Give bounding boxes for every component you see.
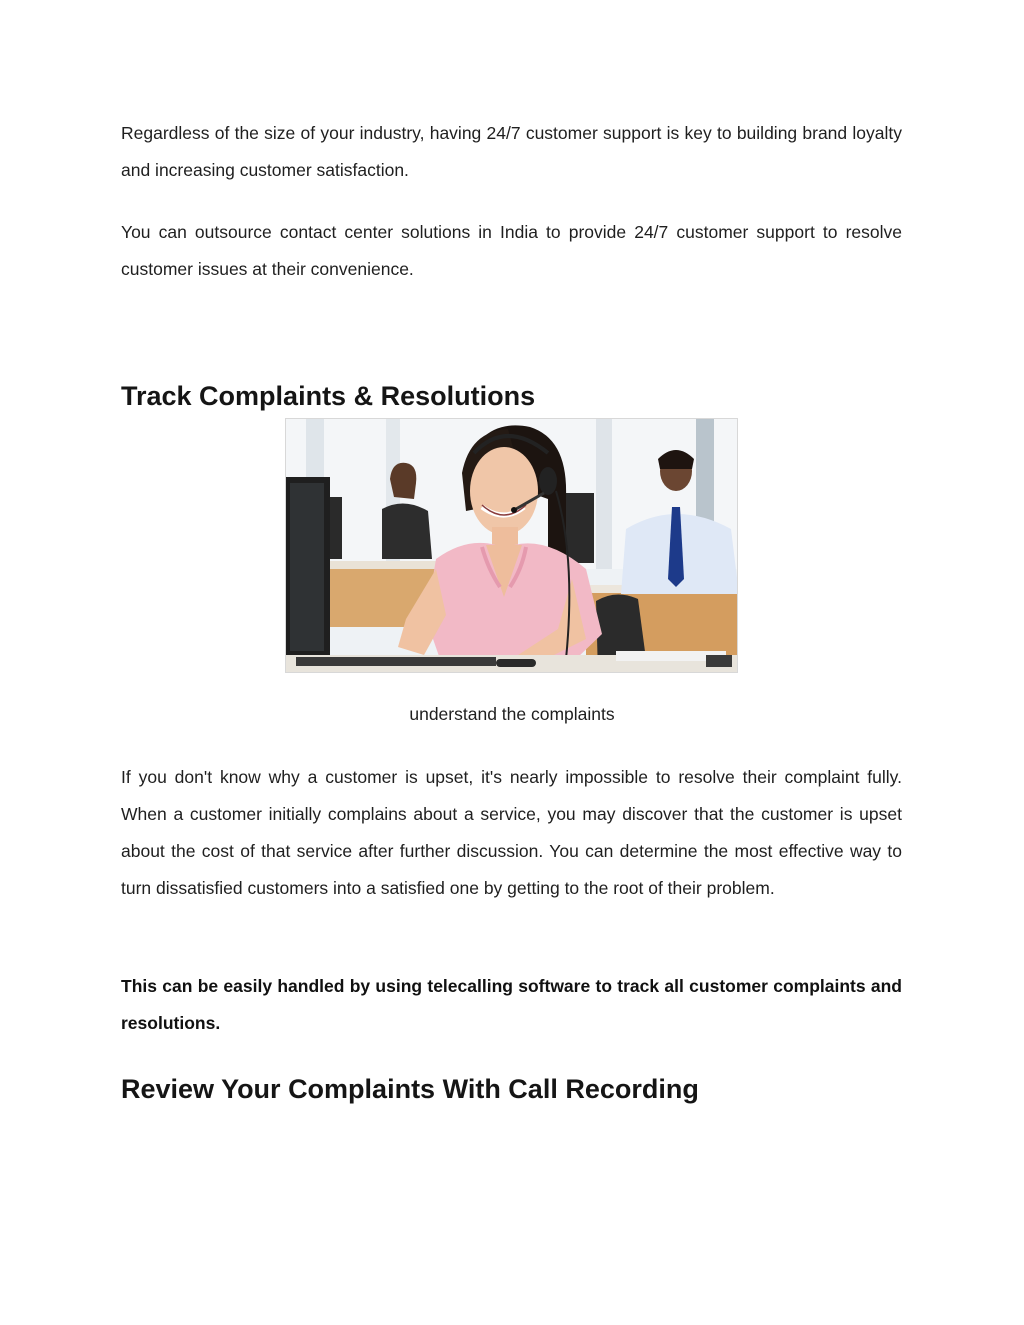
section-heading-call-recording: Review Your Complaints With Call Recording xyxy=(121,1074,699,1104)
complaint-root-cause-paragraph: If you don't know why a customer is upset, it's nearly impossible to resolve their complaint fully. When a customer initially complains about a service, you may discover that the customer is upset about the cost of that service after further discussion. You can determine the most effective way to turn dissatisfied customers into a satisfied one by getting to the root of their problem. xyxy=(121,767,902,898)
section-heading-track-complaints: Track Complaints & Resolutions xyxy=(121,381,536,411)
telecalling-software-paragraph: This can be easily handled by using telecalling software to track all customer complaints and resolutions. xyxy=(121,976,902,1033)
outsourcing-paragraph: You can outsource contact center solutions in India to provide 24/7 customer support to resolve customer issues at their convenience. xyxy=(121,222,902,279)
call-center-illustration xyxy=(286,419,738,673)
intro-paragraph: Regardless of the size of your industry, having 24/7 customer support is key to building brand loyalty and increasing customer satisfaction. xyxy=(121,123,902,180)
call-center-photo xyxy=(285,418,738,673)
figure-caption: understand the complaints xyxy=(409,704,615,724)
